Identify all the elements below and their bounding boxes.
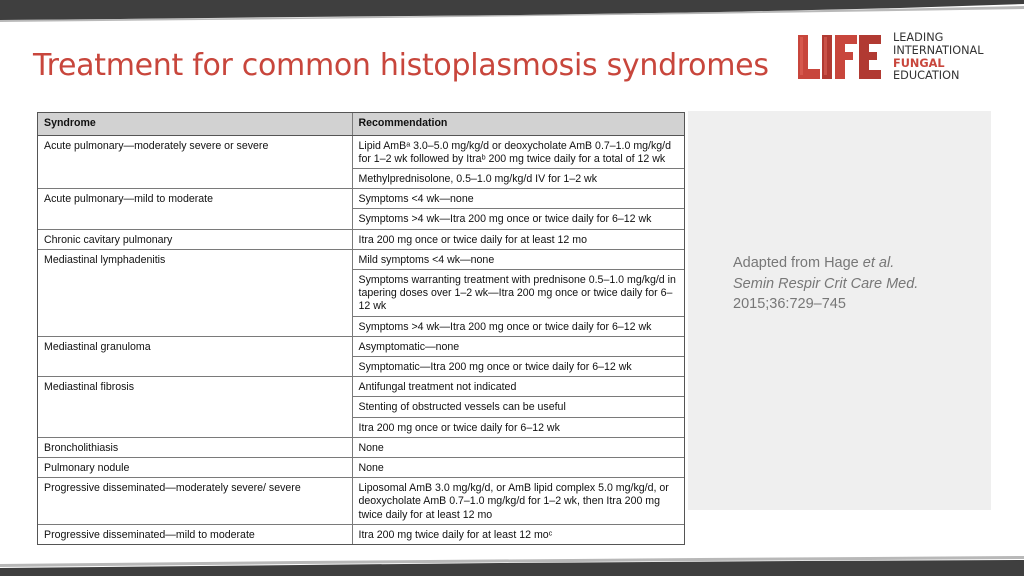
table-row — [38, 437, 684, 457]
syndrome-cell: Pulmonary nodule — [38, 457, 352, 477]
table-row — [38, 457, 684, 477]
bottom-decorative-band — [0, 546, 1024, 576]
recommendation-cell: Stenting of obstructed vessels can be useful — [352, 397, 684, 417]
syndrome-cell: Mediastinal fibrosis — [38, 377, 352, 438]
recommendation-cell: Symptoms <4 wk—none — [352, 189, 684, 209]
recommendation-cell: Symptoms warranting treatment with prednisone 0.5–1.0 mg/kg/d in tapering doses over 1–2 wk—Itra 200 mg once or twice daily for 6–12 wk — [352, 269, 684, 316]
table-row — [38, 336, 684, 356]
recommendation-cell: None — [352, 457, 684, 477]
syndrome-cell: Broncholithiasis — [38, 437, 352, 457]
life-logo-text — [893, 32, 984, 83]
recommendation-cell: Symptoms >4 wk—Itra 200 mg once or twice daily for 6–12 wk — [352, 316, 684, 336]
header-syndrome: Syndrome — [38, 113, 352, 135]
syndrome-cell: Mediastinal lymphadenitis — [38, 249, 352, 336]
syndrome-cell: Progressive disseminated—mild to moderate — [38, 524, 352, 544]
table-header-row — [38, 113, 684, 135]
citation — [733, 253, 983, 315]
recommendation-cell: Symptomatic—Itra 200 mg once or twice daily for 6–12 wk — [352, 356, 684, 376]
table-row — [38, 524, 684, 544]
recommendation-cell: Itra 200 mg once or twice daily for 6–12 wk — [352, 417, 684, 437]
table-row — [38, 377, 684, 397]
recommendation-cell: Lipid AmBᵃ 3.0–5.0 mg/kg/d or deoxycholate AmB 0.7–1.0 mg/kg/d for 1–2 wk followed by Itraᵇ 200 mg twice daily for a total of 12 wk — [352, 135, 684, 168]
recommendation-cell: Liposomal AmB 3.0 mg/kg/d, or AmB lipid complex 5.0 mg/kg/d, or deoxycholate AmB 0.7–1.0 mg/kg/d for 1–2 wk, then Itra 200 mg twice daily for at least 12 mo — [352, 478, 684, 525]
table-row — [38, 249, 684, 269]
syndrome-cell: Chronic cavitary pulmonary — [38, 229, 352, 249]
recommendation-cell: None — [352, 437, 684, 457]
life-logo-mark-icon — [798, 32, 882, 82]
logo-line-3: FUNGAL — [893, 56, 945, 70]
table-row — [38, 135, 684, 168]
header-recommendation: Recommendation — [352, 113, 684, 135]
logo-line-4: EDUCATION — [893, 69, 960, 83]
table-row — [38, 229, 684, 249]
table-body — [38, 135, 684, 544]
citation-etal: et al. — [862, 255, 895, 271]
recommendation-cell: Mild symptoms <4 wk—none — [352, 249, 684, 269]
syndrome-cell: Progressive disseminated—moderately severe/ severe — [38, 478, 352, 525]
citation-ref: 2015;36:729–745 — [733, 296, 846, 312]
table-row — [38, 189, 684, 209]
recommendation-cell: Symptoms >4 wk—Itra 200 mg once or twice daily for 6–12 wk — [352, 209, 684, 229]
top-decorative-band — [0, 0, 1024, 22]
citation-prefix: Adapted from Hage — [733, 255, 863, 271]
syndrome-cell: Acute pulmonary—mild to moderate — [38, 189, 352, 229]
syndrome-cell: Acute pulmonary—moderately severe or severe — [38, 135, 352, 189]
slide-title: Treatment for common histoplasmosis syndromes — [33, 48, 769, 83]
logo-line-1: LEADING — [893, 31, 944, 44]
logo-line-2: INTERNATIONAL — [893, 43, 984, 57]
recommendation-cell: Antifungal treatment not indicated — [352, 377, 684, 397]
syndrome-cell: Mediastinal granuloma — [38, 336, 352, 376]
recommendation-cell: Methylprednisolone, 0.5–1.0 mg/kg/d IV for 1–2 wk — [352, 168, 684, 188]
citation-journal: Semin Respir Crit Care Med. — [733, 275, 919, 292]
life-logo — [798, 32, 998, 84]
treatment-table — [37, 112, 685, 545]
recommendation-cell: Itra 200 mg once or twice daily for at least 12 mo — [352, 229, 684, 249]
recommendation-cell: Itra 200 mg twice daily for at least 12 moᶜ — [352, 524, 684, 544]
table-row — [38, 478, 684, 525]
recommendation-cell: Asymptomatic—none — [352, 336, 684, 356]
